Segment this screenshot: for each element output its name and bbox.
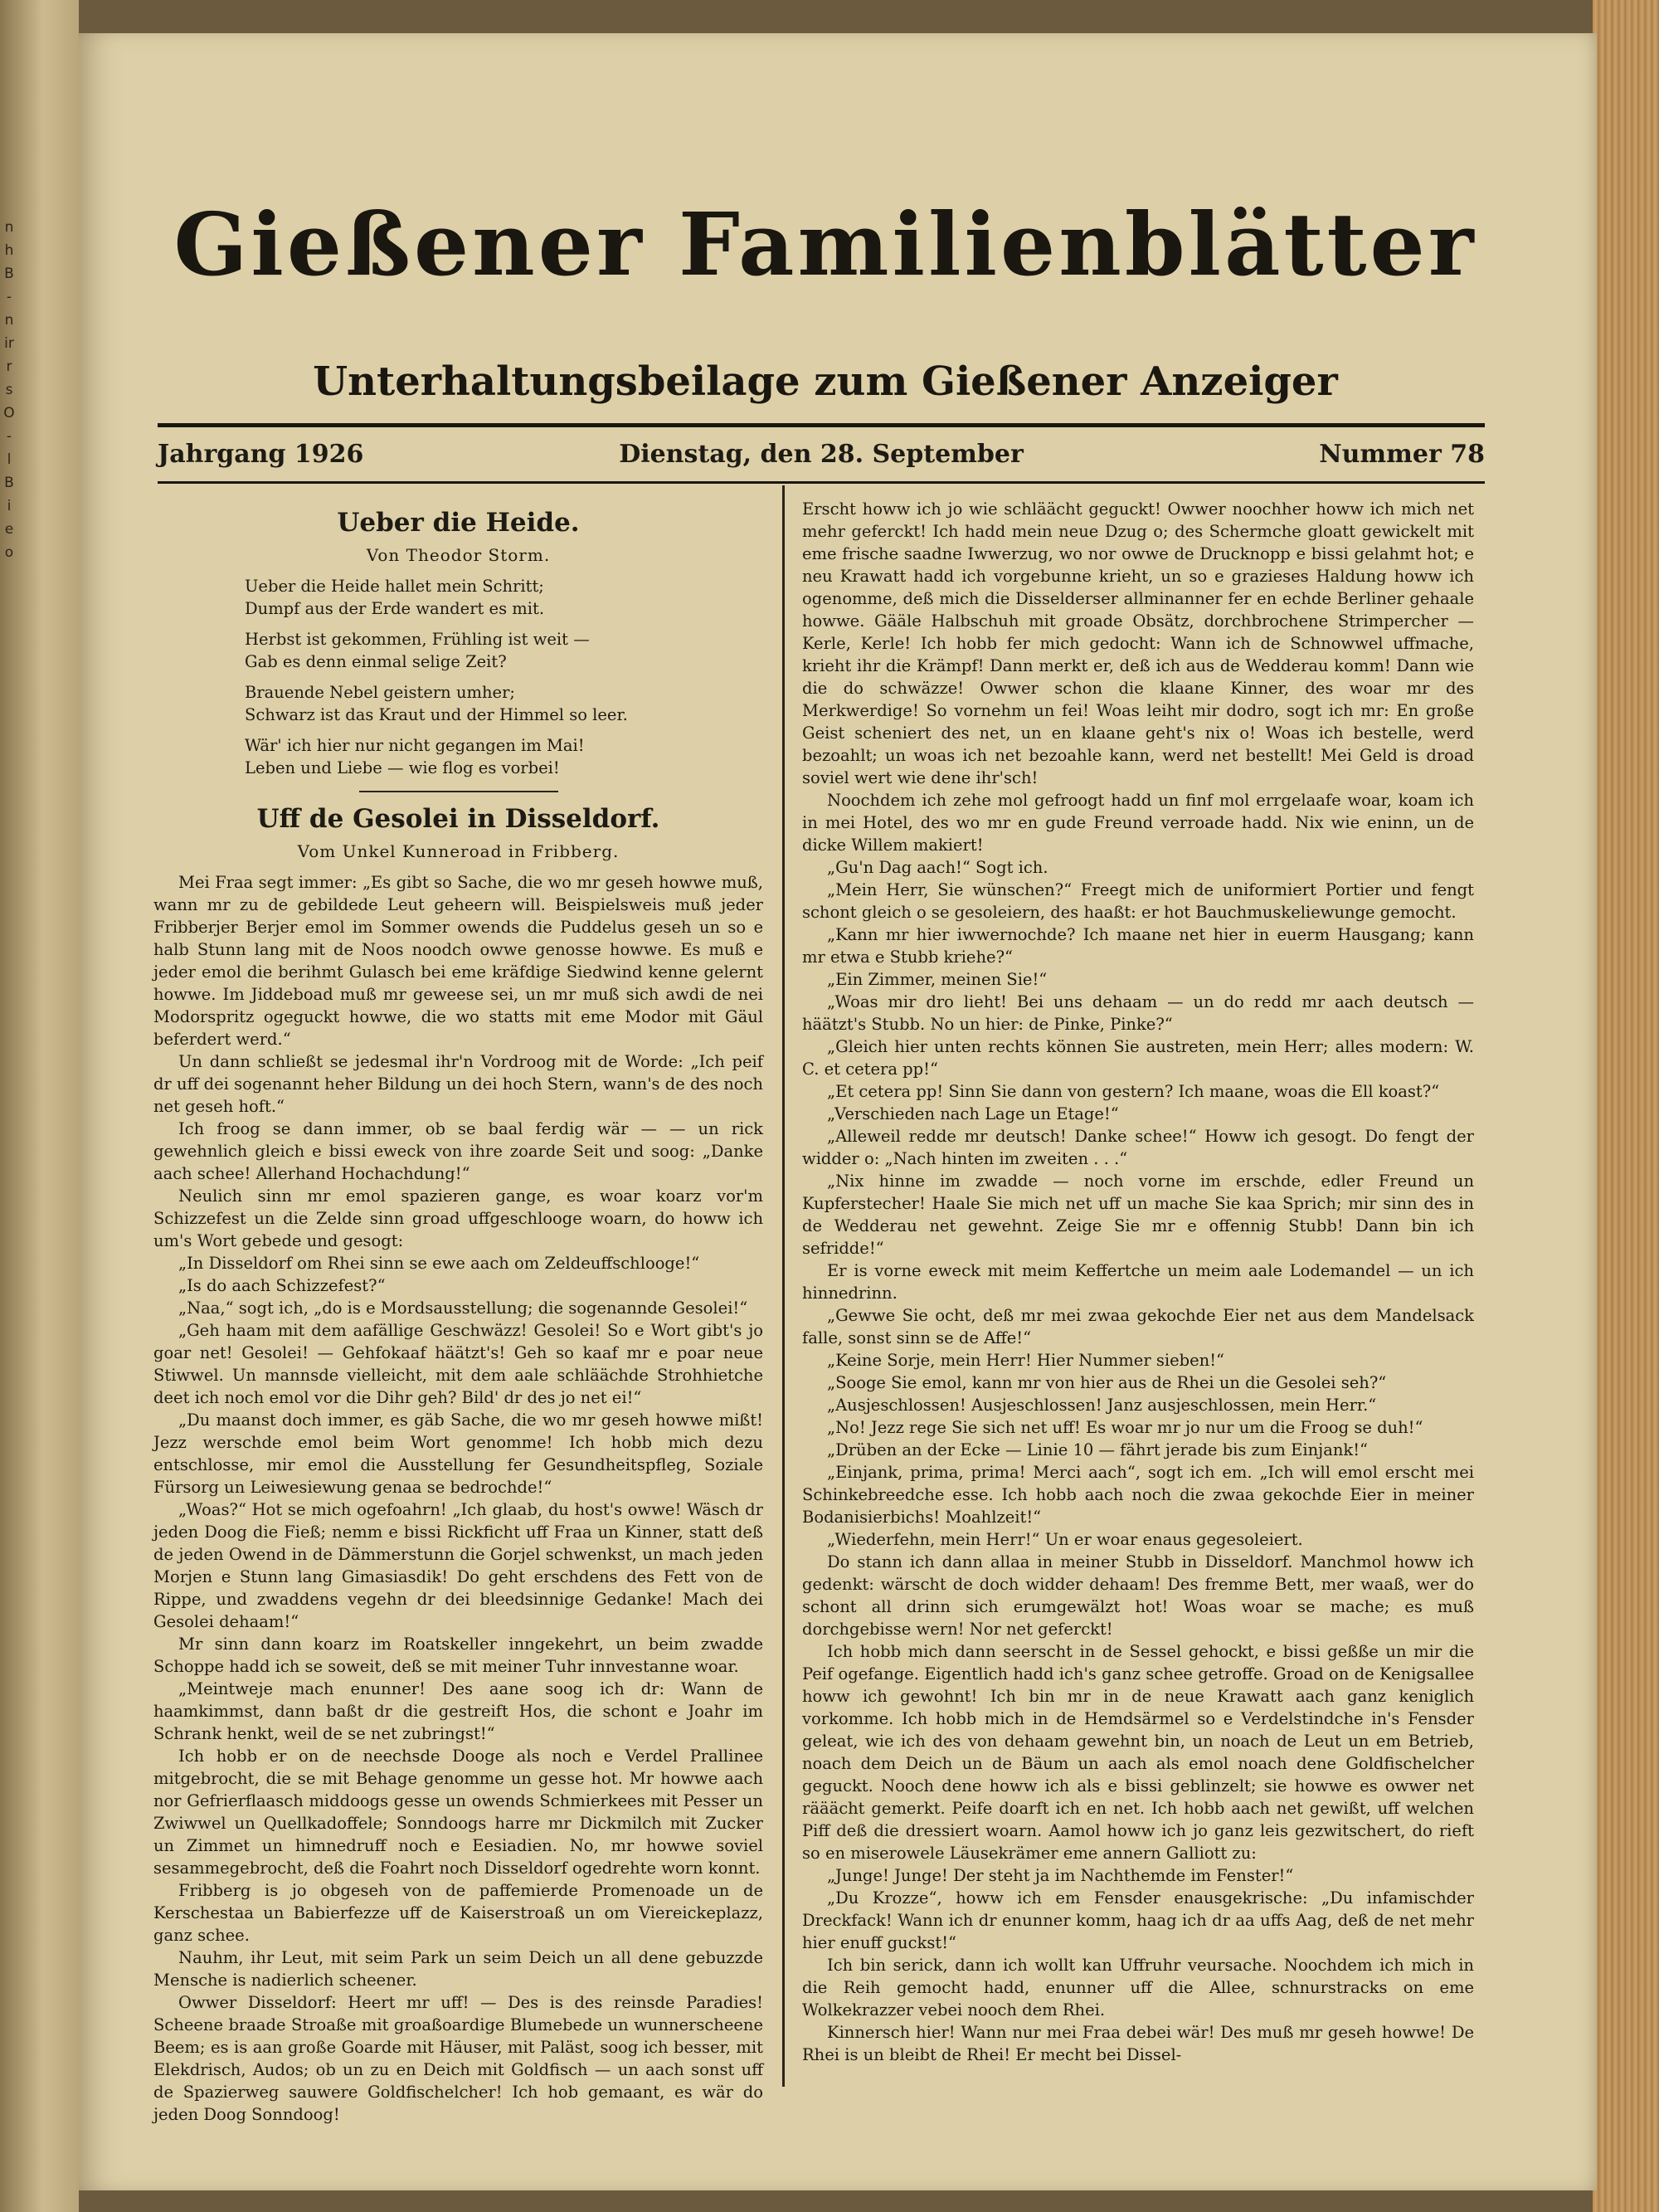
poem-line: Dumpf aus der Erde wandert es mit. — [245, 599, 545, 618]
margin-letter: - — [6, 428, 12, 445]
right-column — [802, 498, 1474, 2066]
story-paragraph: „Gewwe Sie ocht, deß mr mei zwaa gekochde Eier net aus dem Mandelsack falle, sonst sinn se de Affe!“ — [802, 1306, 1474, 1347]
story-paragraph: „Ein Zimmer, meinen Sie!“ — [827, 970, 1048, 989]
poem-line: Leben und Liebe — wie flog es vorbei! — [245, 758, 560, 777]
story-paragraph: „Woas?“ Hot se mich ogefoahrn! „Ich glaab, du host's owwe! Wäsch dr jeden Doog die Fieß; nemm e bissi Rickficht uff Fraa un Kinner, statt deß de jeden Owend in de Dämmerstunn die Gorjel schwenkst, un mach jeden Morjen e Stunn lang Gimasiasdik! Do geht erschdens des Fett von de Rippe, und zwaddens vegehn dr dei bleedsinnige Gedanke! Mach dei Gesolei dehaam!“ — [153, 1500, 763, 1631]
margin-letter: r — [6, 358, 12, 375]
column-divider — [782, 485, 785, 2087]
story-paragraph: Ich bin serick, dann ich wollt kan Uffruhr veursache. Noochdem ich mich in die Reih gemocht hadd, enunner uff die Allee, schnurstracks on eme Wolkekrazzer vebei nooch dem Rhei. — [802, 1956, 1474, 2020]
story-paragraph: „Junge! Junge! Der steht ja im Nachthemde im Fenster!“ — [827, 1866, 1294, 1885]
story-paragraph: „Wiederfehn, mein Herr!“ Un er woar enaus gegesoleiert. — [827, 1530, 1303, 1549]
story-paragraph: „Ausjeschlossen! Ausjeschlossen! Janz ausjeschlossen, mein Herr.“ — [827, 1396, 1377, 1415]
header-rule-bottom — [158, 481, 1485, 484]
story-paragraph: „Naa,“ sogt ich, „do is e Mordsausstellung; die sogenannde Gesolei!“ — [178, 1298, 748, 1318]
margin-letter: B — [4, 475, 14, 491]
story-paragraph: Mei Fraa segt immer: „Es gibt so Sache, die wo mr geseh howwe muß, wann mr zu de gebildede Leut geheern will. Beispielsweis muß jeder Fribberjer Berjer emol im Sommer owends die Puddelus geseh un so e halb Stunn lang mit de Noos noodch owwe genosse howwe. Es muß e jeder emol die berihmt Gulasch bei eme kräfdige Siedwind kenne gelernt howwe. Im Jiddeboad muß mr geweese sei, un mr muß sich awdi de nei Modorspritz ogeguckt howwe, die wo statts mit eme Modor mit Gäul beferdert werd.“ — [153, 873, 763, 1049]
margin-letter: i — [7, 498, 12, 514]
poem-line: Wär' ich hier nur nicht gegangen im Mai! — [245, 736, 585, 755]
story-paragraph: Erscht howw ich jo wie schläächt geguckt! Owwer noochher howw ich mich net mehr geferckt! Ich hadd mein neue Dzug o; des Schermche gloatt gewickelt mit eme frische saadne Iwwerzug, wo nor owwe de Drucknopp e bissi gelahmt hot; e neu Krawatt hadd ich vorgebunne krieht, un so e grazieses Haldung howw ich ogenomme, deß mich die Disselderser allminanner fer en echde Berliner gehaale howwe. Gääle Halbschuh mit groade Obsätz, dorchbrochene Strimpercher — Kerle, Kerle! Ich hobb fer mich gedocht: Wann ich de Schnowwel uffmache, krieht ihr die Krämpf! Dann merkt er, deß ich aus de Wedderau komm! Dann wie die do schwäzze! Owwer schon die klaane Kinner, des woar mr des Merkwerdige! So vornehm un fei! Woas leiht mir dodro, sogt ich mr: En große Geist scheniert des net, un en klaane geht's nix o! Woas ich bestelle, werd bezoahlt; un woas ich net bezoahle kann, werd net bestellt! Mei Geld is droad soviel wert wie dene ihr'sch! — [802, 499, 1474, 787]
margin-letter: O — [3, 405, 15, 421]
story-paragraph: „Woas mir dro lieht! Bei uns dehaam — un do redd mr aach deutsch — häätzt's Stubb. No un hier: de Pinke, Pinke?“ — [802, 992, 1474, 1034]
story-paragraph: Mr sinn dann koarz im Roatskeller inngekehrt, un beim zwadde Schoppe hadd ich se soweit, deß se mit meiner Tuhr innvestanne woar. — [153, 1635, 763, 1676]
story-paragraph: „Is do aach Schizzefest?“ — [178, 1276, 386, 1295]
story-paragraph: Kinnersch hier! Wann nur mei Fraa debei wär! Des muß mr geseh howwe! De Rhei is un bleibt de Rhei! Er mecht bei Dissel- — [802, 2023, 1474, 2064]
poem-line: Schwarz ist das Kraut und der Himmel so leer. — [245, 705, 628, 724]
story-text-left — [153, 871, 763, 2126]
poem-line: Gab es denn einmal selige Zeit? — [245, 652, 507, 671]
story-paragraph: Ich hobb er on de neechsde Dooge als noch e Verdel Prallinee mitgebrocht, die se mit Behage genomme un gesse hot. Mr howwe aach nor Gefrierflaasch middoogs gesse un owends Schmierkees mit Pesser un Zwiwwel un Quellkadoffele; Sonndoogs harre mr Dickmilch mit Zucker un Zimmet un himnedruff noch e Eesiadien. No, mr howwe soviel sesammegebrocht, deß die Foahrt noch Disseldorf ogedrehte worn konnt. — [153, 1747, 763, 1878]
story-paragraph: „Nix hinne im zwadde — noch vorne im erschde, edler Freund un Kupferstecher! Haale Sie mich net uff un mache Sie kaa Sprich; mir sinn des in de Wedderau net gewehnt. Zeige Sie mr e offennig Stubb! Dann bin ich sefridde!“ — [802, 1172, 1474, 1258]
story-paragraph: „Mein Herr, Sie wünschen?“ Freegt mich de uniformiert Portier und fengt schont gleich o se gesoleiern, des haaßt: er hot Bauchmuskeliewunge gemocht. — [802, 880, 1474, 922]
story-paragraph: „Du maanst doch immer, es gäb Sache, die wo mr geseh howwe mißt! Jezz werschde emol beim Wort genomme! Ich hobb mich dezu entschlosse, mir emol die Ausstellung fer Gesundheitspfleg, Soziale Fürsorg un Leiwesiewung genaa se bedrochde!“ — [153, 1411, 763, 1497]
left-column — [153, 498, 763, 2126]
story-paragraph: „Alleweil redde mr deutsch! Danke schee!“ Howw ich gesogt. Do fengt der widder o: „Nach hinten im zweiten . . .“ — [802, 1127, 1474, 1168]
story-paragraph: „Verschieden nach Lage un Etage!“ — [827, 1104, 1119, 1123]
story-paragraph: „Meintweje mach enunner! Des aane soog ich dr: Wann de haamkimmst, dann baßt dr die gestreift Hos, die schont e Joahr im Schrank henkt, weil de se net zubringst!“ — [153, 1679, 763, 1743]
story-paragraph: Un dann schließt se jedesmal ihr'n Vordroog mit de Worde: „Ich peif dr uff dei sogenannt heher Bildung un dei hoch Stern, wann's de des noch net geseh hoft.“ — [153, 1052, 763, 1116]
story-paragraph: Fribberg is jo obgeseh von de paffemierde Promenoade un de Kerschestaa un Babierfezze uff de Kaiserstroaß un om Viereickeplazz, ganz schee. — [153, 1881, 763, 1945]
volume-year: Jahrgang 1926 — [158, 440, 364, 469]
story-paragraph: „Gleich hier unten rechts können Sie austreten, mein Herr; alles modern: W. C. et cetera pp!“ — [802, 1037, 1474, 1079]
margin-letter: - — [6, 289, 12, 305]
story-paragraph: „Einjank, prima, prima! Merci aach“, sogt ich em. „Ich will emol erscht mei Schinkebreedche esse. Ich hobb aach noch die zwaa gekochde Eier in meiner Bodanisierbichs! Moahlzeit!“ — [802, 1463, 1474, 1527]
issue-number: Nummer 78 — [1319, 440, 1485, 469]
poem-title: Ueber die Heide. — [337, 508, 580, 538]
story-paragraph: „In Disseldorf om Rhei sinn se ewe aach om Zeldeuffschlooge!“ — [178, 1254, 700, 1273]
story-paragraph: „Drüben an der Ecke — Linie 10 — fährt jerade bis zum Einjank!“ — [827, 1440, 1369, 1459]
poem-stanza — [245, 628, 709, 673]
issue-date: Dienstag, den 28. September — [619, 440, 1024, 469]
margin-letter: o — [4, 544, 14, 561]
story-title: Uff de Gesolei in Disseldorf. — [256, 804, 660, 834]
newspaper-page — [79, 33, 1597, 2190]
story-paragraph: „Gu'n Dag aach!“ Sogt ich. — [827, 858, 1048, 877]
story-paragraph: Ich hobb mich dann seerscht in de Sessel gehockt, e bissi geßße un mir die Peif ogefange. Eigentlich hadd ich's ganz schee getroffe. Groad on de Kenigsallee howw ich gewohnt! Ich bin mr in de neue Krawatt aach ganz keniglich vorkomme. Ich hobb mich in de Hemdsärmel so e Verdelstindche in's Fensder geleat, wie ich des von dehaam gewehnt bin, un noach de Leut un em Betrieb, noach dem Deich un de Bäum un aach als emol noach dene Goldfischelcher geguckt. Nooch dene howw ich als e bissi geblinzelt; sie howwe es owwer net rääächt gemerkt. Peife doarft ich en net. Ich hobb aach net gewißt, uff welchen Piff deß die dressiert woarn. Aamol howw ich jo ganz leis gezwitschert, do rieft so en miserowele Läusekrämer eme annern Galliott zu: — [802, 1642, 1474, 1863]
story-paragraph: „Geh haam mit dem aafällige Geschwäzz! Gesolei! So e Wort gibt's jo goar net! Gesolei! — Gehfokaaf häätzt's! Geh so kaaf mr e poar neue Stiwwel. Un mannsde vielleicht, mit dem aale schläächde Strohhietche deet ich noch emol vor die Dihr geh? Bild' dr des jo net ei!“ — [153, 1321, 763, 1407]
story-paragraph: „Et cetera pp! Sinn Sie dann von gestern? Ich maane, woas die Ell koast?“ — [827, 1082, 1440, 1101]
poem-stanza — [245, 681, 709, 726]
story-paragraph: Neulich sinn mr emol spazieren gange, es woar koarz vor'm Schizzefest un die Zelde sinn groad uffgeschlooge woarn, do howw ich um's Wort gebede und gesogt: — [153, 1186, 763, 1250]
poem-body — [245, 575, 709, 779]
story-paragraph: Owwer Disseldorf: Heert mr uff! — Des is des reinsde Paradies! Scheene braade Stroaße mit groaßoardige Blumebede un wunnerscheene Beem; es is aan große Goarde mit Häuser, mit Paläst, soog ich besser, mit Elekdrisch, Audos; ob un zu en Deich mit Goldfisch — un aach sonst uff de Spazierweg sauwere Goldfischelcher! Ich hob gemaant, es wär do jeden Doog Sonndoog! — [153, 1993, 763, 2124]
story-author: Vom Unkel Kunneroad in Fribberg. — [297, 841, 620, 861]
story-paragraph: Ich froog se dann immer, ob se baal ferdig wär — — un rick gewehnlich gleich e bissi eweck von ihre zoarde Seit und soog: „Danke aach schee! Allerhand Hochachdung!“ — [153, 1119, 763, 1183]
book-page-edges-right — [1593, 0, 1659, 2212]
margin-letter: l — [7, 451, 12, 468]
dateline — [158, 431, 1485, 477]
margin-letter: h — [4, 242, 14, 259]
story-text-right — [802, 498, 1474, 2066]
story-paragraph: Nauhm, ihr Leut, mit seim Park un seim Deich un all dene gebuzzde Mensche is nadierlich scheener. — [153, 1948, 763, 1990]
story-paragraph: „Keine Sorje, mein Herr! Hier Nummer sieben!“ — [827, 1351, 1225, 1370]
poem-stanza — [245, 734, 709, 779]
story-paragraph: Noochdem ich zehe mol gefroogt hadd un finf mol errgelaafe woar, koam ich in mei Hotel, des wo mr en gude Freund verroade hadd. Nix wie eninn, un de dicke Willem makiert! — [802, 791, 1474, 855]
poem-line: Ueber die Heide hallet mein Schritt; — [245, 577, 544, 596]
margin-letter: ir — [4, 335, 14, 352]
poem-line: Brauende Nebel geistern umher; — [245, 683, 515, 702]
story-paragraph: „Du Krozze“, howw ich em Fensder enausgekrische: „Du infamischder Dreckfack! Wann ich dr enunner komm, haag ich dr aa uffs Aag, deß de net mehr hier enuff guckst!“ — [802, 1888, 1474, 1952]
masthead-title: Gießener Familienblätter — [173, 193, 1477, 295]
masthead-subtitle: Unterhaltungsbeilage zum Gießener Anzeiger — [313, 358, 1338, 405]
story-paragraph: Er is vorne eweck mit meim Keffertche un meim aale Lodemandel — un ich hinnedrinn. — [802, 1261, 1474, 1303]
margin-letter: B — [4, 266, 14, 282]
story-paragraph: Do stann ich dann allaa in meiner Stubb in Disseldorf. Manchmol howw ich gedenkt: wärscht de doch widder dehaam! Des fremme Bett, mer waaß, wer do schont all drinn sich erumgewälzt hot! Woas woar se mache; es muß dorchgebisse wern! Nor net geferckt! — [802, 1552, 1474, 1639]
poem-stanza — [245, 575, 709, 620]
margin-letter: e — [4, 521, 14, 538]
margin-letter: n — [4, 312, 14, 329]
header-rule-top — [158, 423, 1485, 427]
margin-letter: s — [5, 382, 13, 398]
margin-letter: n — [4, 219, 14, 236]
poem-line: Herbst ist gekommen, Frühling ist weit — — [245, 630, 590, 649]
poem-author: Von Theodor Storm. — [366, 545, 551, 565]
story-paragraph: „No! Jezz rege Sie sich net uff! Es woar mr jo nur um die Froog se duh!“ — [827, 1418, 1423, 1437]
adjacent-page-letters — [0, 216, 18, 564]
section-divider — [359, 791, 558, 792]
book-binding-left — [0, 0, 79, 2212]
story-paragraph: „Sooge Sie emol, kann mr von hier aus de Rhei un die Gesolei seh?“ — [827, 1373, 1387, 1392]
story-paragraph: „Kann mr hier iwwernochde? Ich maane net hier in euerm Hausgang; kann mr etwa e Stubb kriehe?“ — [802, 925, 1474, 967]
